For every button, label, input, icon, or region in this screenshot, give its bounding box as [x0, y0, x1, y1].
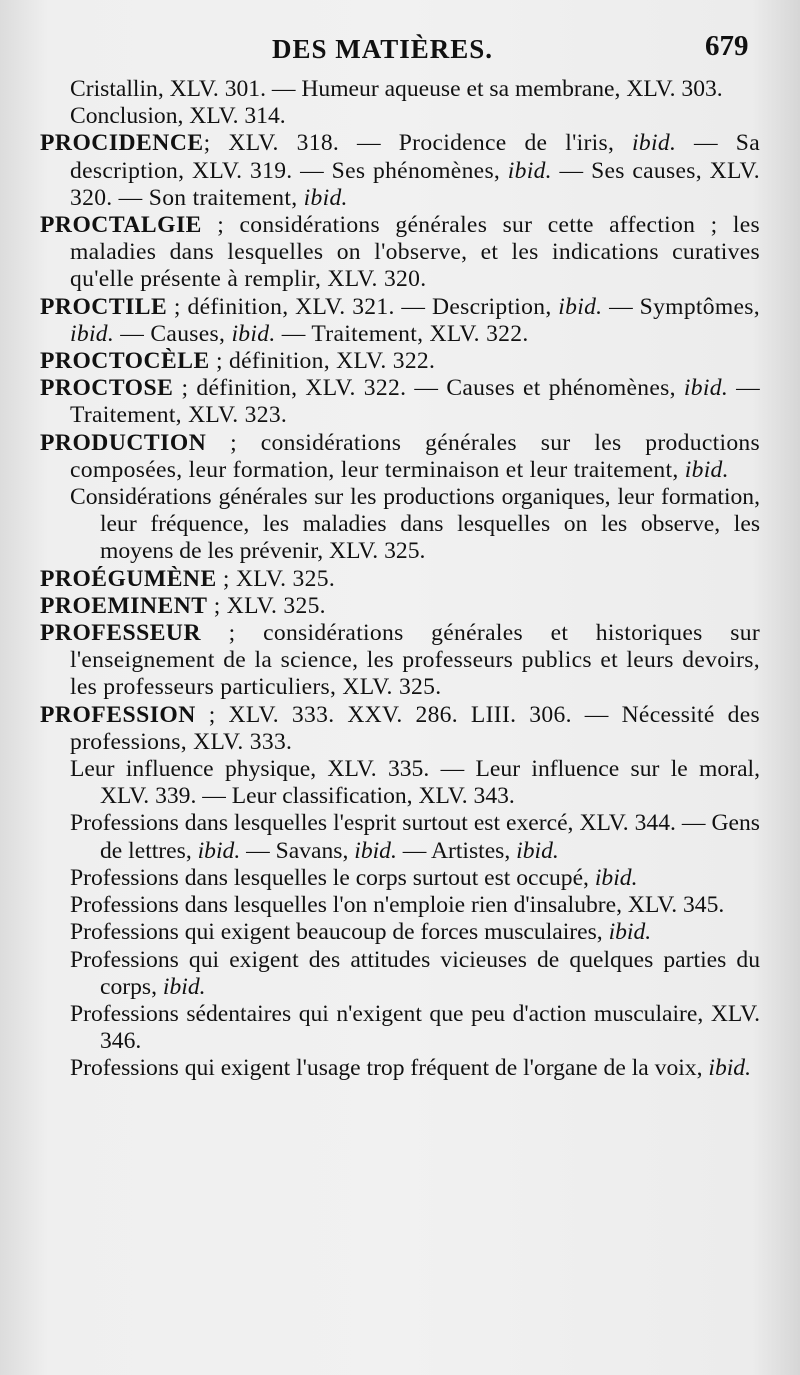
ibid-reference: ibid. [354, 837, 397, 864]
ibid-reference: ibid. [708, 1055, 751, 1082]
ibid-reference: ibid. [594, 864, 638, 891]
index-entry-proctocele: PROCTOCÈLE ; définition, XLV. 322. [40, 348, 436, 375]
entry-headword: PROCTOSE [40, 375, 174, 402]
index-subentry-profession-forces: Professions qui exigent beaucoup de forces musculaires, ibid. [70, 919, 652, 946]
ibid-reference: ibid. [632, 130, 677, 157]
index-subentry-profession-attitudes: Professions qui exigent des attitudes vicieuses de quelques parties du corps, ibid. [70, 946, 760, 1000]
ibid-reference: ibid. [516, 837, 559, 864]
running-head [0, 30, 800, 74]
index-entry-proctalgie: PROCTALGIE ; considérations générales sur cette affection ; les maladies dans lesquelles on l'observe, et les indications curatives qu'elle présente à remplir, XLV. 320. [40, 212, 760, 293]
ibid-reference: ibid. [162, 973, 206, 1000]
entry-headword: PRODUCTION [40, 429, 207, 456]
index-subentry-production: Considérations générales sur les productions organiques, leur formation, leur fréquence, les maladies dans lesquelles on les observe, les moyens de les prévenir, XLV. 325. [70, 484, 760, 565]
index-entry-proctile: PROCTILE ; définition, XLV. 321. — Description, ibid. — Symptômes, ibid. — Causes, ibid. — Traitement, XLV. 322. [40, 293, 760, 347]
entry-headword: PROCTOCÈLE [40, 348, 210, 375]
entry-headword: PROEMINENT [40, 592, 208, 619]
index-subentry-profession-sedentaires: Professions sédentaires qui n'exigent que peu d'action musculaire, XLV. 346. [70, 1000, 760, 1055]
index-entry-professeur: PROFESSEUR ; considérations générales et historiques sur l'enseignement de la science, les professeurs publics et leurs devoirs, les professeurs particuliers, XLV. 325. [40, 620, 760, 701]
page-title: DES MATIÈRES. [272, 34, 494, 64]
index-entry-cristallin: Cristallin, XLV. 301. — Humeur aqueuse et sa membrane, XLV. 303. [70, 76, 723, 102]
index-entry-profession: PROFESSION ; XLV. 333. XXV. 286. LIII. 306. — Nécessité des professions, XLV. 333. [40, 701, 760, 755]
index-subentry-profession-insalubre: Professions dans lesquelles l'on n'emploie rien d'insalubre, XLV. 345. [70, 892, 725, 919]
index-entry-proegumene: PROÉGUMÈNE ; XLV. 325. [40, 565, 336, 592]
ibid-reference: ibid. [303, 184, 348, 211]
entry-headword: PROCIDENCE [40, 130, 204, 157]
index-entry-procidence: PROCIDENCE; XLV. 318. — Procidence de l'iris, ibid. — Sa description, XLV. 319. — Ses phénomènes, ibid. — Ses causes, XLV. 320. — Son traitement, ibid. [40, 130, 761, 211]
page-number: 679 [705, 30, 749, 62]
index-entry-conclusion: Conclusion, XLV. 314. [70, 103, 286, 130]
ibid-reference: ibid. [558, 293, 603, 320]
ibid-reference: ibid. [70, 320, 115, 347]
ibid-reference: ibid. [684, 456, 729, 483]
entry-headword: PROCTILE [40, 293, 168, 320]
entry-headword: PROCTALGIE [40, 212, 202, 239]
ibid-reference: ibid. [231, 320, 276, 347]
index-subentry-profession-esprit: Professions dans lesquelles l'esprit surtout est exercé, XLV. 344. — Gens de lettres, ibid. — Savans, ibid. — Artistes, ibid. [70, 810, 760, 864]
index-entry-proeminent: PROEMINENT ; XLV. 325. [40, 592, 326, 619]
index-subentry-profession-corps: Professions dans lesquelles le corps surtout est occupé, ibid. [70, 864, 638, 891]
ibid-reference: ibid. [608, 919, 652, 946]
entry-headword: PROÉGUMÈNE [40, 565, 217, 592]
index-subentry-profession-voix: Professions qui exigent l'usage trop fréquent de l'organe de la voix, ibid. [70, 1055, 751, 1082]
entry-headword: PROFESSION [40, 701, 196, 728]
index-subentry-profession-influence: Leur influence physique, XLV. 335. — Leur influence sur le moral, XLV. 339. — Leur classification, XLV. 343. [70, 756, 760, 810]
ibid-reference: ibid. [683, 375, 729, 402]
index-entries [40, 76, 760, 1083]
ibid-reference: ibid. [507, 157, 552, 184]
ibid-reference: ibid. [197, 837, 241, 864]
index-entry-proctose: PROCTOSE ; définition, XLV. 322. — Causes et phénomènes, ibid. — Traitement, XLV. 323. [40, 375, 760, 429]
entry-headword: PROFESSEUR [40, 620, 202, 647]
index-entry-production: PRODUCTION ; considérations générales sur les productions composées, leur formation, leur terminaison et leur traitement, ibid. [40, 429, 760, 483]
